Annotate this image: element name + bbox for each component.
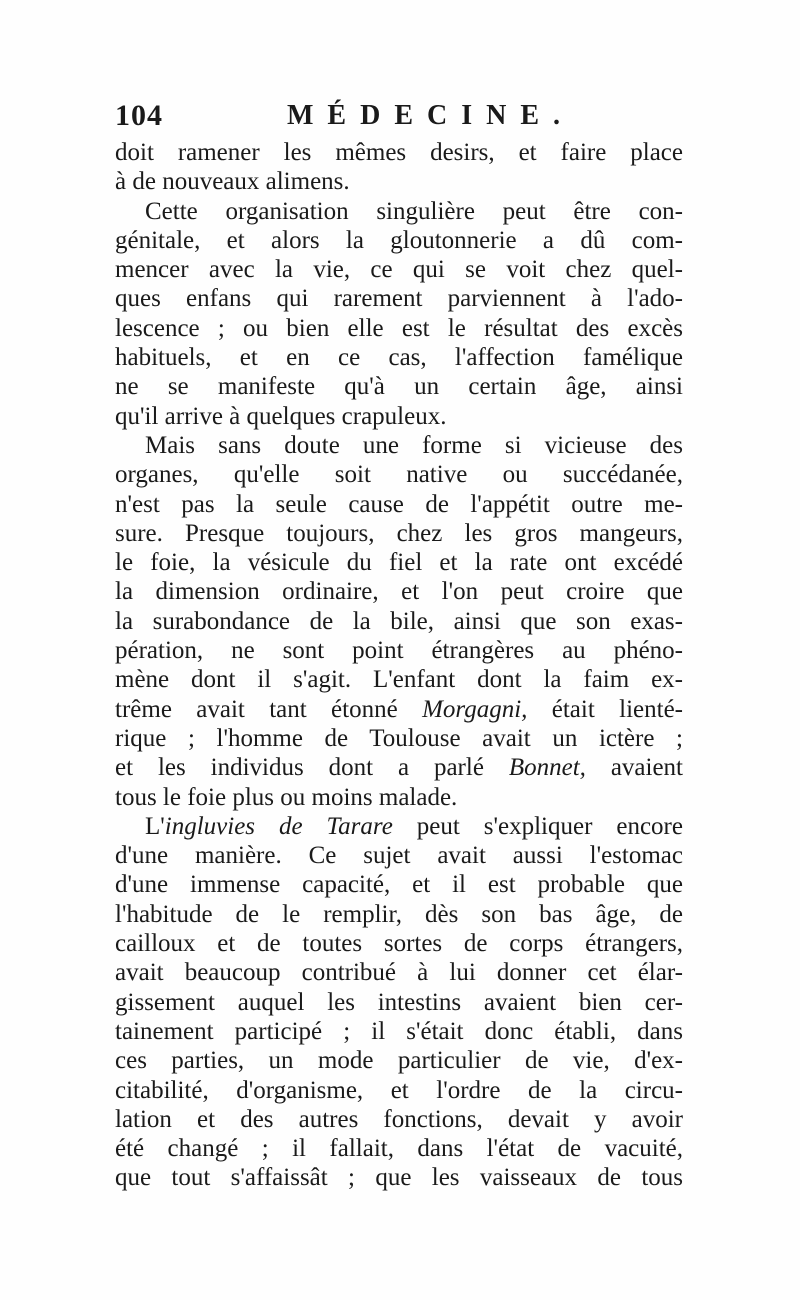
text-line [115,255,683,284]
text-line [115,753,683,782]
text-segment: d'une manière. Ce sujet avait aussi l'estomac [115,842,683,870]
text-line [115,490,683,519]
text-segment: organes, qu'elle soit native ou succédanée, [115,461,683,489]
text-line [115,138,683,167]
text-segment: rique ; l'homme de Toulouse avait un ictère ; [115,724,683,752]
text-segment: avaient [585,754,683,782]
text-segment: citabilité, d'organisme, et l'ordre de la circu- [115,1076,683,1104]
text-segment: à de nouveaux alimens. [115,168,350,196]
text-segment: doit ramener les mêmes desirs, et faire place [115,139,683,166]
text-segment: tous le foie plus ou moins malade. [115,783,458,811]
text-segment: lation et des autres fonctions, devait y avoir [115,1105,683,1133]
text-line [115,372,683,401]
text-line [115,607,683,636]
text-line [115,402,683,431]
text-segment: était lienté- [527,695,683,723]
text-segment: Mais sans doute une forme si vicieuse des [145,431,683,459]
text-line [115,460,683,489]
text-segment: trême avait tant étonné [115,695,423,723]
text-line [115,841,683,870]
text-segment: génitale, et alors la gloutonnerie a dû com- [115,226,683,254]
text-segment: la surabondance de la bile, ainsi que son exas- [115,607,683,635]
text-segment: peut s'expliquer encore [392,812,683,840]
running-head: MÉDECINE. [287,100,575,131]
text-line [115,1046,683,1075]
text-segment: gissement auquel les intestins avaient bien cer- [115,988,683,1016]
text-line [115,431,683,460]
text-line [115,870,683,899]
text-segment: été changé ; il fallait, dans l'état de vacuité, [115,1135,683,1163]
italic-text: Bonnet, [508,754,586,782]
text-line [115,1163,683,1192]
text-line [115,1134,683,1163]
text-line [115,284,683,313]
italic-text: ingluvies de Tarare [164,812,393,840]
body-text [115,138,683,1193]
text-line [115,783,683,812]
text-segment: la dimension ordinaire, et l'on peut croire que [115,578,683,606]
text-line [115,929,683,958]
text-line [115,226,683,255]
text-line [115,900,683,929]
text-segment: mène dont il s'agit. L'enfant dont la faim ex- [115,666,683,694]
text-segment: L' [145,812,165,840]
text-segment: cailloux et de toutes sortes de corps étrangers, [115,930,683,958]
text-segment: ques enfans qui rarement parviennent à l'ado- [115,285,683,313]
text-line [115,724,683,753]
text-line [115,695,683,724]
text-line [115,577,683,606]
text-line [115,636,683,665]
text-segment: ne se manifeste qu'à un certain âge, ainsi [115,373,683,401]
text-line [115,812,683,841]
text-segment: l'habitude de le remplir, dès son bas âge, de [115,900,683,928]
text-segment: pération, ne sont point étrangères au phéno- [115,637,683,665]
text-line [115,548,683,577]
text-line [115,1017,683,1046]
text-segment: n'est pas la seule cause de l'appétit outre me- [115,490,683,518]
page-number: 104 [115,99,163,132]
text-segment: le foie, la vésicule du fiel et la rate ont excédé [115,549,683,577]
text-segment: d'une immense capacité, et il est probable que [115,871,683,899]
text-segment: habituels, et en ce cas, l'affection famélique [115,344,683,372]
text-segment: ces parties, un mode particulier de vie, d'ex- [115,1047,683,1075]
text-line [115,1076,683,1105]
text-segment: qu'il arrive à quelques crapuleux. [115,402,447,430]
text-segment: lescence ; ou bien elle est le résultat des excès [115,314,683,342]
italic-text: Morgagni, [422,695,528,723]
text-line [115,988,683,1017]
text-segment: mencer avec la vie, ce qui se voit chez quel- [115,256,683,284]
text-line [115,1105,683,1134]
text-line [115,343,683,372]
text-line [115,958,683,987]
text-line [115,197,683,226]
text-line [115,665,683,694]
text-segment: sure. Presque toujours, chez les gros mangeurs, [115,519,683,547]
text-segment: que tout s'affaissât ; que les vaisseaux de tous [115,1164,683,1192]
page-header [115,96,695,136]
text-segment: avait beaucoup contribué à lui donner cet élar- [115,959,683,987]
text-line [115,167,683,196]
text-line [115,519,683,548]
text-segment: et les individus dont a parlé [115,754,509,782]
text-segment: Cette organisation singulière peut être con- [145,197,683,225]
text-segment: tainement participé ; il s'était donc établi, dans [115,1017,683,1045]
text-line [115,314,683,343]
